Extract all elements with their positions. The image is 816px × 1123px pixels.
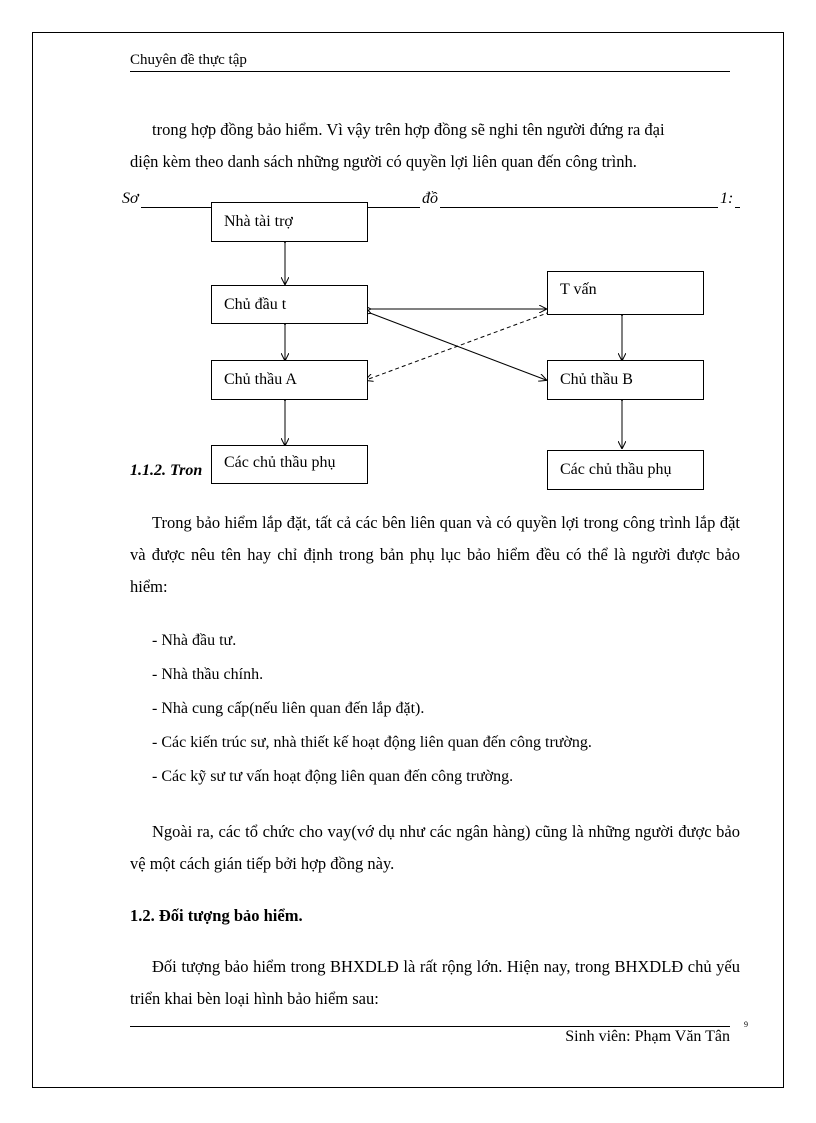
bullet-item: - Nhà cung cấp(nếu liên quan đến lắp đặt). [152,700,425,717]
page-header: Chuyên đề thực tập [130,52,247,68]
box-chu-dau-tu: Chủ đầu t [211,285,368,324]
diagram-title-word-1: Sơ [122,190,139,207]
box-chu-thau-a: Chủ thầu A [211,360,368,400]
box-thau-phu-right: Các chủ thầu phụ [547,450,704,490]
footer-author: Sinh viên: Phạm Văn Tân [565,1028,730,1045]
body-paragraph-3: Đối tượng bảo hiểm trong BHXDLĐ là rất rộng lớn. Hiện nay, trong BHXDLĐ chủ yếu triển khai bèn loại hình bảo hiểm sau: [130,957,740,1008]
section-heading-112: 1.1.2. Tron [130,462,203,479]
box-nha-tai-tro: Nhà tài trợ [211,202,368,242]
box-tu-van: T vấn [547,271,704,315]
section-heading-12: 1.2. Đối tượng bảo hiểm. [130,906,303,925]
body-paragraph-1: Trong bảo hiểm lắp đặt, tất cả các bên liên quan và có quyền lợi trong công trình lắp đặt và được nêu tên hay chỉ định trong bản phụ lục bảo hiểm đều có thể là người được bảo hiểm: [130,513,740,596]
diagram-title-word-2: đồ [422,190,438,207]
bullet-item: - Nhà thầu chính. [152,666,264,683]
box-thau-phu-left: Các chủ thầu phụ [211,445,368,484]
bullet-item: - Các kỹ sư tư vấn hoạt động liên quan đến công trường. [152,768,514,785]
footer-rule [130,1026,730,1027]
intro-line-1: trong hợp đồng bảo hiểm. Vì vậy trên hợp đồng sẽ nghi tên người đứng ra đại [152,120,665,139]
body-paragraph-2: Ngoài ra, các tổ chức cho vay(vớ dụ như các ngân hàng) cũng là những người được bảo vệ một cách gián tiếp bởi hợp đồng này. [130,822,740,873]
bullet-item: - Các kiến trúc sư, nhà thiết kế hoạt động liên quan đến công trường. [152,734,592,751]
intro-line-2: diện kèm theo danh sách những người có quyền lợi liên quan đến công trình. [130,152,637,171]
diagram-title-word-3: 1: [720,190,734,207]
box-chu-thau-b: Chủ thầu B [547,360,704,400]
bullet-item: - Nhà đầu tư. [152,632,237,649]
header-rule [130,71,730,72]
page-number: 9 [744,1020,748,1029]
